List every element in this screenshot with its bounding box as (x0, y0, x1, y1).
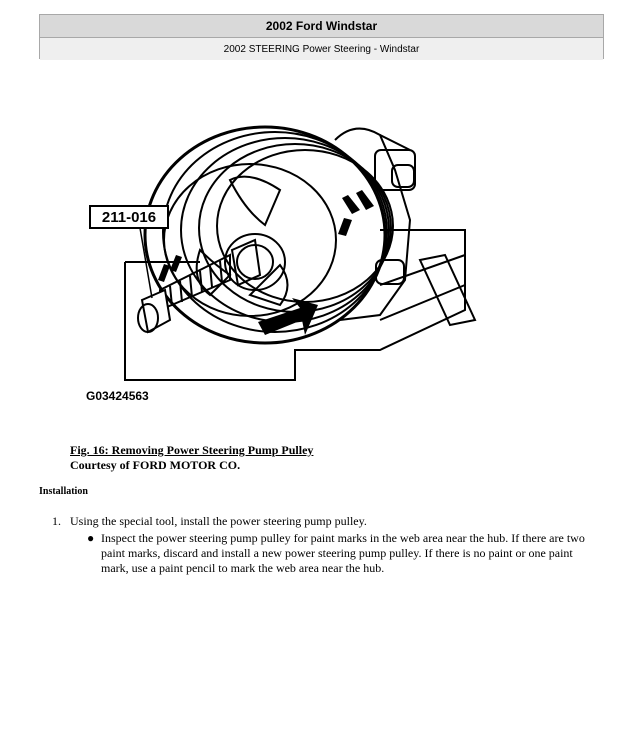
step-item (52, 514, 612, 529)
figure-illustration (80, 110, 500, 410)
document-title: 2002 Ford Windstar (40, 15, 603, 38)
pulley-drawing (145, 127, 393, 343)
figure-caption-courtesy: Courtesy of FORD MOTOR CO. (70, 458, 241, 472)
bullet-icon: ● (87, 531, 95, 545)
section-heading: Installation (39, 486, 88, 497)
page-header (39, 14, 604, 59)
tool-callout-label: 211-016 (101, 209, 157, 226)
figure-id: G03424563 (86, 389, 149, 403)
pulley-removal-diagram (80, 110, 500, 410)
bullet-text: Inspect the power steering pump pulley for paint marks in the web area near the hub. If there are two paint marks, discard and install a new power steering pump pulley. If there is no paint or one paint mark, use a paint pencil to mark the web area near the hub. (101, 531, 585, 575)
step-number: 1. (52, 514, 61, 528)
figure-caption-title: Fig. 16: Removing Power Steering Pump Pulley (70, 443, 314, 457)
tool-callout (90, 206, 168, 298)
document-subtitle: 2002 STEERING Power Steering - Windstar (40, 38, 603, 60)
step-bullet (87, 531, 597, 576)
figure-caption (70, 443, 313, 473)
step-text: Using the special tool, install the power steering pump pulley. (70, 514, 367, 528)
